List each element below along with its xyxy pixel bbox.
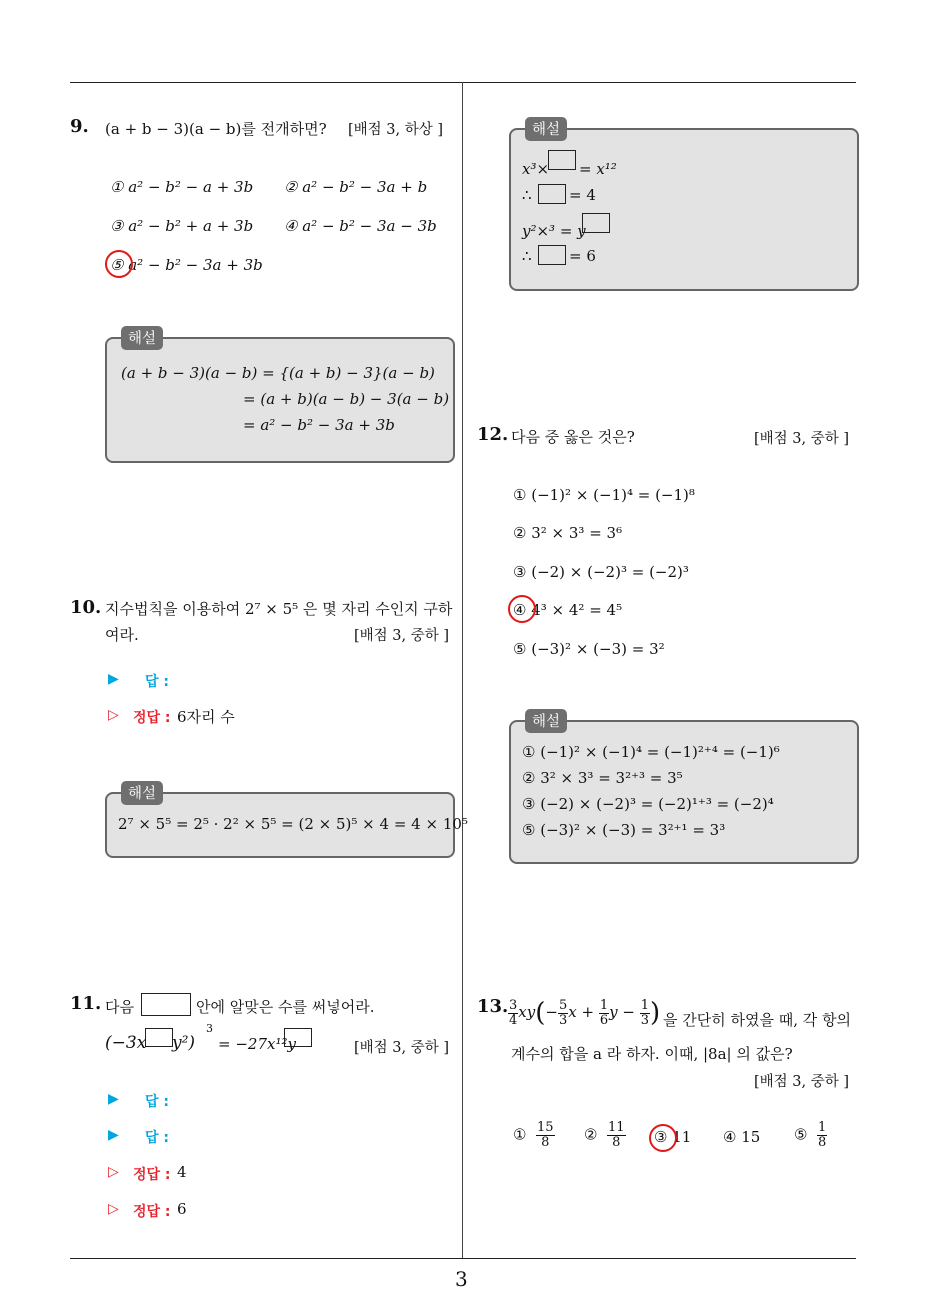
q11-correct-marker-2: ▷ [108,1201,119,1217]
top-rule [70,82,856,83]
q10-correct-label: 정답 : [133,710,171,726]
q9-option-4[interactable]: ④ a² − b² − 3a − 3b [284,217,437,235]
q13-meta: [배점 3, 중하 ] [754,1074,850,1090]
q13-question-tail: 을 간단히 하였을 때, 각 항의 [663,1011,851,1029]
q11-equation-blank-1[interactable] [145,1028,173,1047]
q11-answer-label-1: 답 : [145,1094,169,1110]
q11-solution-value-1: = 4 [569,186,596,204]
q13-question-line-2: 계수의 합을 a 라 하자. 이때, |8a| 의 값은? [511,1045,793,1063]
q12-option-2[interactable]: ② 3² × 3³ = 3⁶ [513,524,623,542]
q11-equation-lhs-b: y²) [172,1033,196,1053]
q12-solution-line-2: ② 3² × 3³ = 3²⁺³ = 3⁵ [522,769,683,787]
q10-meta: [배점 3, 중하 ] [354,628,450,644]
q11-correct-marker-1: ▷ [108,1164,119,1180]
q9-answer-circle [105,250,133,278]
q12-option-4[interactable]: ④ 4³ × 4² = 4⁵ [513,601,623,619]
q12-solution-tag: 해설 [525,709,567,733]
q11-question-pre: 다음 [105,998,134,1016]
q9-solution-line-1: (a + b − 3)(a − b) = {(a + b) − 3}(a − b) [121,364,435,382]
q9-question: (a + b − 3)(a − b)를 전개하면? [105,120,327,138]
q12-option-1[interactable]: ① (−1)² × (−1)⁴ = (−1)⁸ [513,486,695,504]
q10-solution-line: 2⁷ × 5⁵ = 2⁵ · 2² × 5⁵ = (2 × 5)⁵ × 4 = 4 × 10⁵ [118,815,468,833]
q11-solution-value-2: = 6 [569,247,596,265]
q13-expression: $\frac{3}{4}$ xy(− $\frac{5}{3}$ x + $\frac{1}{6}$ y − $\frac{1}{3}$ ) [509,997,661,1028]
q10-number: 10. [70,597,102,618]
q11-solution-therefore-1: ∴ [522,186,532,204]
q11-answer-label-2: 답 : [145,1130,169,1146]
q9-solution-line-3: = a² − b² − 3a + 3b [243,416,395,434]
q12-solution-box [509,720,859,864]
q10-correct-value: 6자리 수 [177,708,235,726]
q13-option-1[interactable]: ① $\frac{15}{8}$ [513,1120,554,1150]
q13-option-4[interactable]: ④ 15 [723,1128,761,1146]
q10-solution-tag: 해설 [121,781,163,805]
q11-solution-y-line: y²×³ = y [522,222,586,240]
q13-option-2[interactable]: ② $\frac{11}{8}$ [584,1120,625,1150]
q13-frac-a: $\frac{3}{4}$ [509,997,518,1028]
q13-frac-b: $\frac{5}{3}$ [558,997,568,1028]
q9-solution-line-2: = (a + b)(a − b) − 3(a − b) [243,390,450,408]
q9-option-3[interactable]: ③ a² − b² + a + 3b [110,217,254,235]
q9-option-1[interactable]: ① a² − b² − a + 3b [110,178,254,196]
q12-answer-circle [508,595,536,623]
q11-answer-marker-2: ▶ [108,1127,119,1143]
bottom-rule [70,1258,856,1259]
q11-solution-blank-2 [538,184,566,204]
column-divider [462,82,463,1258]
q11-meta: [배점 3, 중하 ] [354,1040,450,1056]
q12-solution-line-3: ③ (−2) × (−2)³ = (−2)¹⁺³ = (−2)⁴ [522,795,774,813]
q11-question-blank [141,993,191,1016]
q13-answer-circle [649,1124,677,1152]
q11-solution-tag: 해설 [525,117,567,141]
q13-frac-d: $\frac{1}{3}$ [640,997,649,1028]
q13-option-3[interactable]: ③ 11 [654,1128,692,1146]
q11-correct-label-1: 정답 : [133,1167,171,1183]
q12-option-3[interactable]: ③ (−2) × (−2)³ = (−2)³ [513,563,689,581]
q10-question-line-1: 지수법칙을 이용하여 2⁷ × 5⁵ 은 몇 자리 수인지 구하 [105,600,453,618]
q12-number: 12. [477,424,509,445]
q11-correct-label-2: 정답 : [133,1204,171,1220]
q11-equation-lhs-a: (−3x [105,1033,147,1053]
q12-meta: [배점 3, 중하 ] [754,431,850,447]
q10-answer-marker: ▶ [108,671,119,687]
q11-solution-blank-1 [548,150,576,170]
q11-correct-value-2: 6 [177,1200,187,1218]
q9-option-5[interactable]: ⑤ a² − b² − 3a + 3b [110,256,263,274]
q11-solution-x-rhs: = x¹² [579,160,617,178]
q9-option-2[interactable]: ② a² − b² − 3a + b [284,178,428,196]
q13-option-5[interactable]: ⑤ $\frac{1}{8}$ [794,1120,827,1150]
q12-solution-line-4: ⑤ (−3)² × (−3) = 3²⁺¹ = 3³ [522,821,726,839]
q13-xy: xy [518,1003,536,1021]
q11-equation-blank-2[interactable] [284,1028,312,1047]
q11-solution-blank-4 [538,245,566,265]
q10-question-line-2: 여라. [105,626,139,644]
q11-solution-blank-3 [582,213,610,233]
q12-option-5[interactable]: ⑤ (−3)² × (−3) = 3² [513,640,665,658]
q9-meta: [배점 3, 하상 ] [348,122,444,138]
q9-number: 9. [70,116,89,137]
q12-question: 다음 중 옳은 것은? [511,428,635,446]
q11-number: 11. [70,993,102,1014]
q13-number: 13. [477,996,509,1017]
q11-correct-value-1: 4 [177,1163,187,1181]
q11-equation-exponent: 3 [206,1022,213,1035]
page-number: 3 [455,1267,468,1291]
q11-equation-rhs: = −27x¹²y [218,1035,296,1053]
q9-solution-tag: 해설 [121,326,163,350]
q11-answer-marker-1: ▶ [108,1091,119,1107]
q13-frac-c: $\frac{1}{6}$ [599,997,609,1028]
q10-answer-label: 답 : [145,674,169,690]
q10-correct-marker: ▷ [108,707,119,723]
q11-question-post: 안에 알맞은 수를 써넣어라. [196,998,375,1016]
q12-solution-line-1: ① (−1)² × (−1)⁴ = (−1)²⁺⁴ = (−1)⁶ [522,743,780,761]
q11-solution-x-base: x³× [522,160,550,178]
q11-solution-therefore-2: ∴ [522,247,532,265]
